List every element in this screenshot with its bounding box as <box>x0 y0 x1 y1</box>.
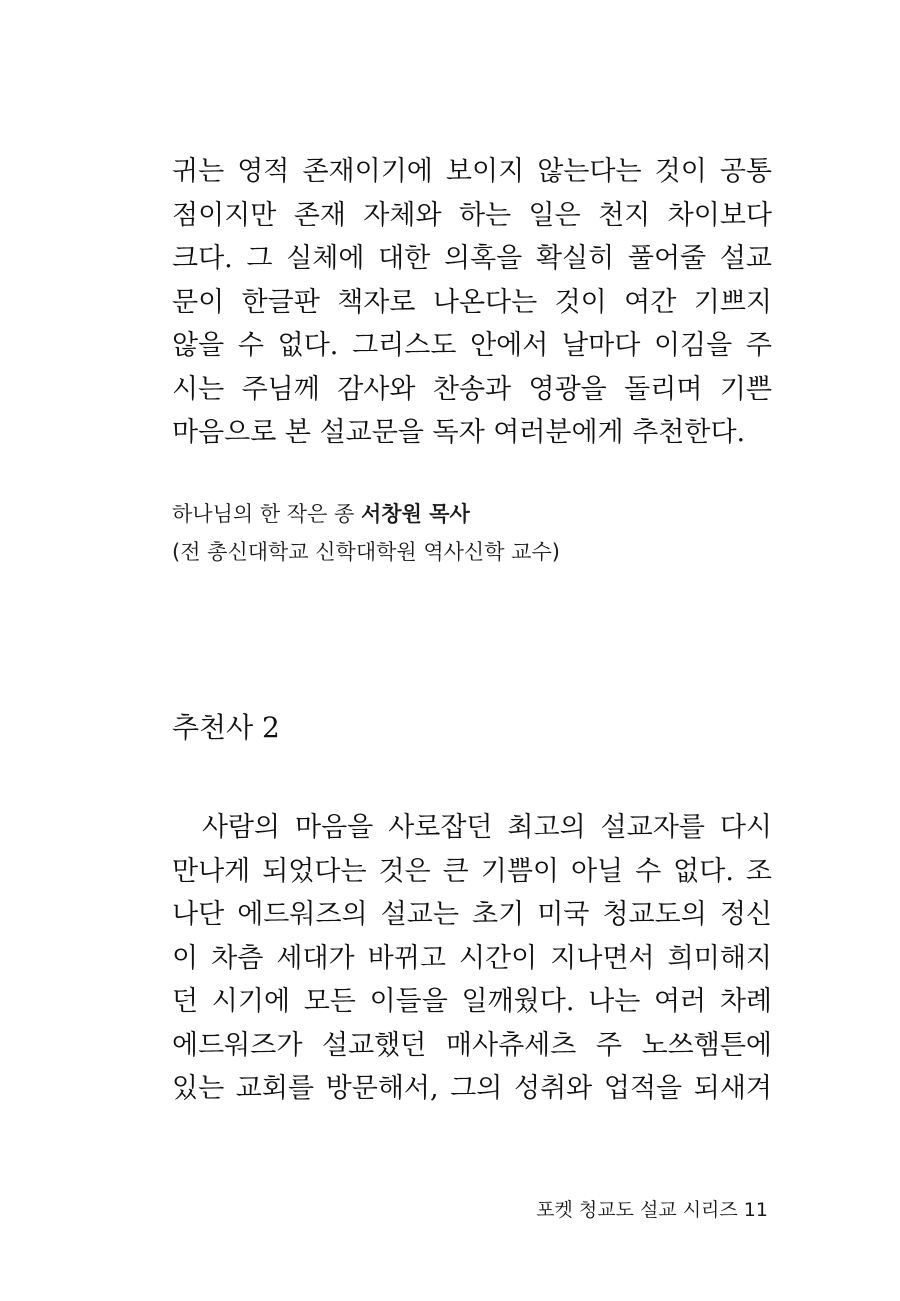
text-line: 던 시기에 모든 이들을 일깨웠다. 나는 여러 차례 <box>172 986 772 1017</box>
recommendation-paragraph-1 <box>172 150 772 455</box>
text-line: 귀는 영적 존재이기에 보이지 않는다는 것이 공통 <box>172 156 772 187</box>
running-footer: 포켓 청교도 설교 시리즈 11 <box>536 1199 768 1221</box>
text-line: 사람의 마음을 사로잡던 최고의 설교자를 다시 <box>172 812 772 843</box>
signature-affiliation: (전 총신대학교 신학대학원 역사신학 교수) <box>172 540 560 564</box>
signature-name: 서창원 목사 <box>361 501 470 526</box>
text-line: 있는 교회를 방문해서, 그의 성취와 업적을 되새겨 <box>172 1073 772 1104</box>
section-heading: 추천사 2 <box>172 711 280 744</box>
text-line: 에드워즈가 설교했던 매사츄세츠 주 노쓰햄튼에 <box>172 1029 772 1061</box>
text-line: 이 차츰 세대가 바뀌고 시간이 지나면서 희미해지 <box>172 942 772 974</box>
text-line: 크다. 그 실체에 대한 의혹을 확실히 풀어줄 설교 <box>172 243 772 274</box>
text-line: 만나게 되었다는 것은 큰 기쁨이 아닐 수 없다. 조 <box>172 855 772 887</box>
text-line: 시는 주님께 감사와 찬송과 영광을 돌리며 기쁜 <box>172 373 772 405</box>
text-line: 문이 한글판 책자로 나온다는 것이 여간 기쁘지 <box>172 286 772 318</box>
text-line: 점이지만 존재 자체와 하는 일은 천지 차이보다 <box>172 199 772 231</box>
text-line-last: 마음으로 본 설교문을 독자 여러분에게 추천한다. <box>172 417 746 448</box>
signature-line <box>172 497 470 531</box>
text-line: 않을 수 없다. 그리스도 안에서 날마다 이김을 주 <box>172 330 772 361</box>
recommendation-paragraph-2 <box>172 806 772 1111</box>
text-line: 나단 에드워즈의 설교는 초기 미국 청교도의 정신 <box>172 899 772 930</box>
signature-prefix: 하나님의 한 작은 종 <box>172 502 361 526</box>
